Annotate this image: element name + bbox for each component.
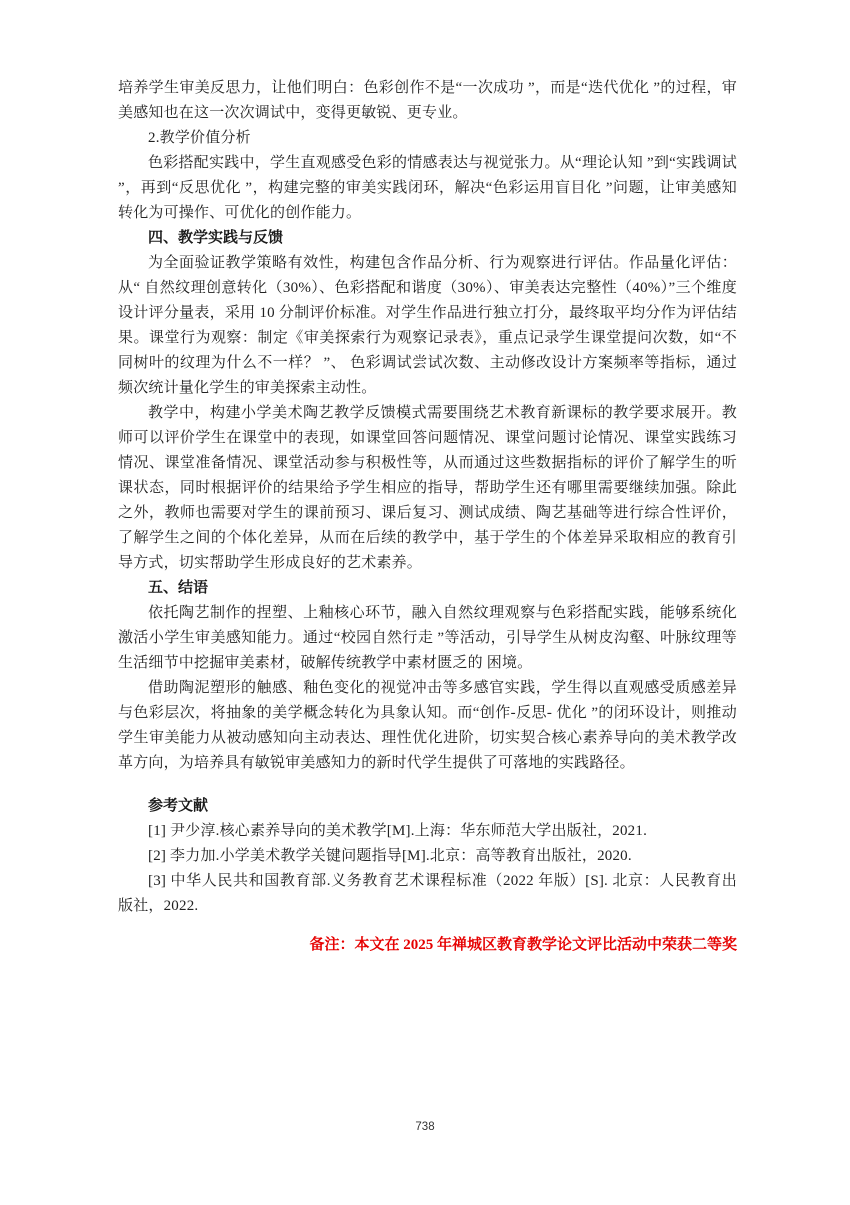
- section-heading-conclusion: 五、结语: [148, 580, 209, 596]
- reference-item-2: [2] 李力加.小学美术教学关键问题指导[M].北京：高等教育出版社，2020.: [148, 848, 632, 864]
- paragraph-feedback-model: 教学中，构建小学美术陶艺教学反馈模式需要围绕艺术教育新课标的教学要求展开。教师可以评价学生在课堂中的表现，如课堂回答问题情况、课堂问题讨论情况、课堂实践练习情况、课堂准备情况、课堂活动参与积极性等，从而通过这些数据指标的评价了解学生的听课状态，同时根据评价的结果给予学生相应的指导，帮助学生还有哪里需要继续加强。除此之外，教师也需要对学生的课前预习、课后复习、测试成绩、陶艺基础等进行综合性评价，了解学生之间的个体化差异，从而在后续的教学中，基于学生的个体差异采取相应的教育引导方式，切实帮助学生形成良好的艺术素养。: [118, 405, 737, 571]
- paragraph-conclusion-2: 借助陶泥塑形的触感、釉色变化的视觉冲击等多感官实践，学生得以直观感受质感差异与色彩层次，将抽象的美学概念转化为具象认知。而“创作-反思- 优化 ”的闭环设计，则推动学生审美能力从被动感知向主动表达、理性优化进阶，切实契合核心素养导向的美术教学改革方向，为培养具有敏锐审美感知力的新时代学生提供了可落地的实践路径。: [118, 680, 737, 771]
- references-heading: 参考文献: [148, 798, 209, 814]
- section-heading-teaching-practice-feedback: 四、教学实践与反馈: [148, 230, 284, 246]
- paragraph-intro-continuation: 培养学生审美反思力，让他们明白：色彩创作不是“一次成功 ”，而是“迭代优化 ”的过程，审美感知也在这一次次调试中，变得更敏锐、更专业。: [118, 80, 737, 121]
- award-remark: 备注：本文在 2025 年禅城区教育教学论文评比活动中荣获二等奖: [309, 937, 737, 953]
- reference-item-3: [3] 中华人民共和国教育部.义务教育艺术课程标准（2022 年版）[S]. 北京：人民教育出版社，2022.: [118, 873, 737, 914]
- paragraph-conclusion-1: 依托陶艺制作的捏塑、上釉核心环节，融入自然纹理观察与色彩搭配实践，能够系统化激活小学生审美感知能力。通过“校园自然行走 ”等活动，引导学生从树皮沟壑、叶脉纹理等生活细节中挖掘审美素材，破解传统教学中素材匮乏的 困境。: [118, 605, 737, 671]
- subheading-teaching-value-analysis: 2.教学价值分析: [148, 130, 251, 146]
- paragraph-value-analysis: 色彩搭配实践中，学生直观感受色彩的情感表达与视觉张力。从“理论认知 ”到“实践调试 ”，再到“反思优化 ”，构建完整的审美实践闭环，解决“色彩运用盲目化 ”问题，让审美感知转化为可操作、可优化的创作能力。: [118, 155, 737, 221]
- reference-item-1: [1] 尹少淳.核心素养导向的美术教学[M].上海：华东师范大学出版社，2021.: [148, 823, 648, 839]
- page-number: 738: [415, 1121, 435, 1133]
- paragraph-evaluation-method: 为全面验证教学策略有效性，构建包含作品分析、行为观察进行评估。作品量化评估：从“ 自然纹理创意转化（30%）、色彩搭配和谐度（30%）、审美表达完整性（40%）”三个维度设计评分量表，采用 10 分制评价标准。对学生作品进行独立打分，最终取平均分作为评估结果。课堂行为观察：制定《审美探索行为观察记录表》，重点记录学生课堂提问次数，如“不同树叶的纹理为什么不一样？ ”、 色彩调试尝试次数、主动修改设计方案频率等指标，通过频次统计量化学生的审美探索主动性。: [118, 255, 737, 396]
